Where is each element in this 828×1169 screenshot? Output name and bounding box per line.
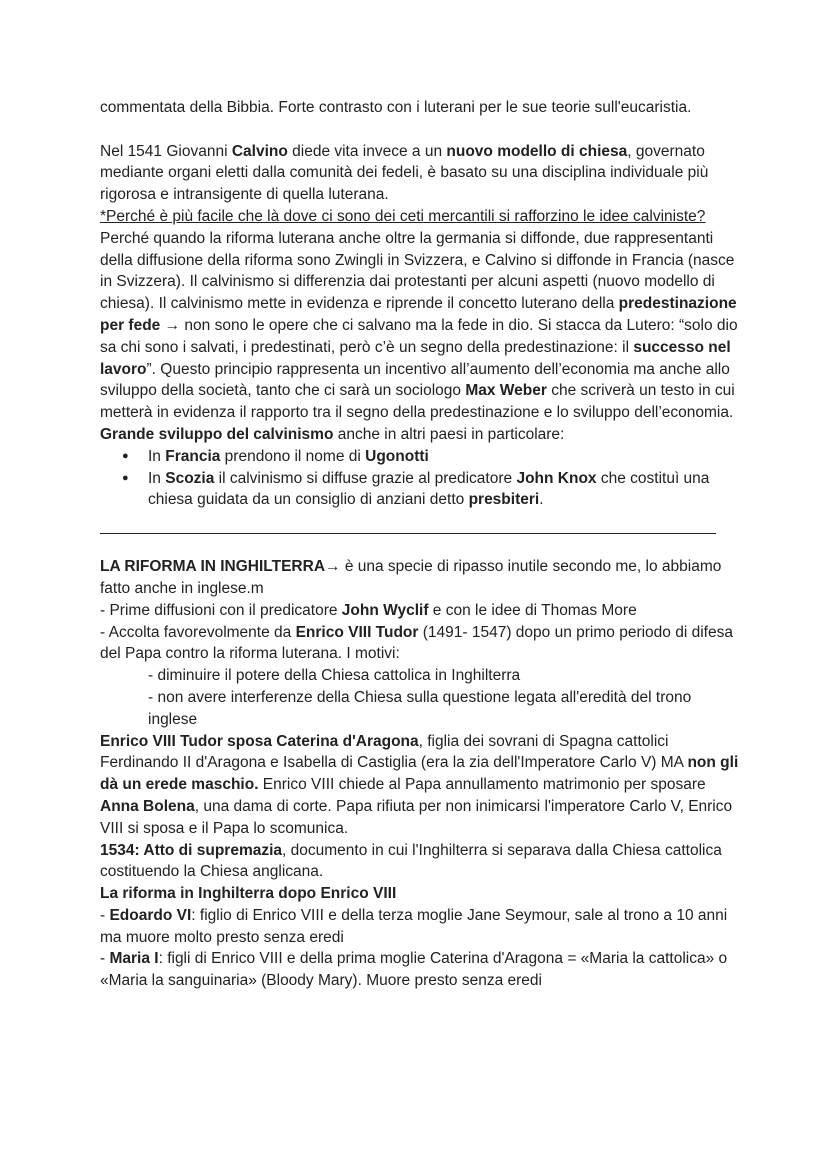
- sub-item-motivo-2: [100, 687, 740, 731]
- bold-text: Maria I: [109, 950, 159, 968]
- text: e con le idee di Thomas More: [428, 601, 637, 619]
- line-wyclif: [100, 600, 740, 622]
- bold-text: non gli dà un erede maschio.: [100, 754, 739, 794]
- text: - non avere interferenze della Chiesa sulla questione legata all'eredità del trono inglese: [148, 688, 692, 728]
- bold-text: Grande sviluppo del calvinismo: [100, 425, 334, 443]
- text: anche in altri paesi in particolare:: [333, 425, 565, 443]
- text: che scriverà un testo in cui metterà in evidenza il rapporto tra il segno della predestinazione e lo sviluppo dell’economia.: [100, 382, 735, 422]
- paragraph-perche: [100, 206, 740, 424]
- bold-text: John Wyclif: [341, 601, 429, 619]
- paragraph-calvino-1541: [100, 141, 740, 206]
- text: , documento in cui l'Inghilterra si separava dalla Chiesa cattolica costituendo la Chiesa anglicana.: [100, 841, 722, 881]
- horizontal-rule: [100, 533, 716, 534]
- text: Enrico VIII chiede al Papa annullamento matrimonio per sposare: [258, 776, 706, 794]
- text: Perché quando la riforma luterana anche oltre la germania si diffonde, due rappresentanti della diffusione della riforma sono Zwingli in Svizzera, e Calvino si diffonde in Francia (nasce in Svizzera). Il calvinismo si differenzia dai protestanti per alcuni aspetti (nuovo modello di chiesa). Il calvinismo mette in evidenza e riprende il concetto luterano della: [100, 229, 735, 313]
- text: - diminuire il potere della Chiesa cattolica in Inghilterra: [148, 667, 521, 685]
- text: In: [148, 447, 166, 465]
- text: → è una specie di ripasso inutile secondo me, lo abbiamo fatto anche in inglese.m: [100, 558, 722, 597]
- bullet-list: [100, 446, 740, 511]
- paragraph-calvino-intro: [100, 97, 740, 119]
- underlined-question: *Perché è più facile che là dove ci sono dei ceti mercantili si rafforzino le idee calviniste?: [100, 207, 706, 225]
- bold-text: John Knox: [516, 469, 597, 487]
- bold-text: presbiteri: [468, 491, 540, 509]
- text: che costituì una chiesa guidata da un consiglio di anziani detto: [148, 469, 710, 509]
- bold-text: Scozia: [165, 469, 215, 487]
- text: -: [100, 950, 110, 968]
- bold-heading: La riforma in Inghilterra dopo Enrico VIII: [100, 885, 397, 903]
- bold-text: Max Weber: [465, 382, 547, 400]
- paragraph-grande-sviluppo: [100, 424, 740, 446]
- spacer: [100, 119, 740, 141]
- bold-text: successo nel lavoro: [100, 338, 731, 378]
- list-item: [148, 468, 740, 512]
- bold-text: Enrico VIII Tudor: [295, 623, 419, 641]
- bold-text: predestinazione per fede: [100, 295, 737, 334]
- text: : figli di Enrico VIII e della prima moglie Caterina d'Aragona = «Maria la cattolica» o «Maria la sanguinaria» (Bloody Mary). Muore presto senza eredi: [100, 950, 728, 990]
- text: In: [148, 469, 166, 487]
- text: diede vita invece a un: [287, 142, 447, 160]
- text: , figlia dei sovrani di Spagna cattolici Ferdinando II d'Aragona e Isabella di Castiglia (era la zia dell'Imperatore Carlo V) MA: [100, 732, 688, 772]
- paragraph-caterina: [100, 731, 740, 840]
- line-maria: [100, 948, 740, 992]
- text: - Accolta favorevolmente da: [100, 623, 296, 641]
- document-page: [100, 97, 740, 992]
- text: - Prime diffusioni con il predicatore: [100, 601, 342, 619]
- text: il calvinismo si diffuse grazie al predicatore: [214, 469, 517, 487]
- text: → non sono le opere che ci salvano ma la fede in dio. Si stacca da Lutero: “solo dio sa chi sono i salvati, i predestinati, però c’è un segno della predestinazione: il: [100, 316, 738, 356]
- bold-text: nuovo modello di chiesa: [446, 142, 628, 160]
- subheading-dopo-enrico: [100, 883, 740, 905]
- sub-item-motivo-1: [100, 665, 740, 687]
- bold-text: 1534: Atto di supremazia: [100, 841, 283, 859]
- text: .: [539, 491, 544, 509]
- text: commentata della Bibbia. Forte contrasto con i luterani per le sue teorie sull'eucaristia.: [100, 99, 692, 116]
- paragraph-atto-supremazia: [100, 840, 740, 884]
- bold-text: Anna Bolena: [100, 797, 195, 815]
- bold-text: Ugonotti: [365, 447, 429, 465]
- text: : figlio di Enrico VIII e della terza moglie Jane Seymour, sale al trono a 10 anni ma muore molto presto senza eredi: [100, 906, 728, 946]
- bold-heading: LA RIFORMA IN INGHILTERRA: [100, 558, 326, 576]
- text: Nel 1541 Giovanni: [100, 142, 232, 160]
- text: -: [100, 906, 110, 924]
- text: ”. Questo principio rappresenta un incentivo all’aumento dell’economia ma anche allo sviluppo della società, tanto che ci sarà un sociologo: [100, 360, 730, 400]
- bold-text: Calvino: [231, 142, 288, 160]
- text: , governato mediante organi eletti dalla comunità dei fedeli, è basato su una disciplina individuale più rigorosa e intransigente di quella luterana.: [100, 142, 709, 204]
- line-enrico-accolta: [100, 622, 740, 666]
- text: (1491- 1547) dopo un primo periodo di difesa del Papa contro la riforma luterana. I motivi:: [100, 623, 733, 663]
- text: prendono il nome di: [220, 447, 366, 465]
- list-item: [148, 446, 740, 468]
- bold-text: Francia: [165, 447, 221, 465]
- section-heading-inghilterra: [100, 556, 740, 600]
- line-edoardo: [100, 905, 740, 949]
- bold-text: Edoardo VI: [109, 906, 192, 924]
- bold-text: Enrico VIII Tudor sposa Caterina d'Aragona: [100, 732, 419, 750]
- text: , una dama di corte. Papa rifiuta per non inimicarsi l'imperatore Carlo V, Enrico VIII si sposa e il Papa lo scomunica.: [100, 797, 733, 837]
